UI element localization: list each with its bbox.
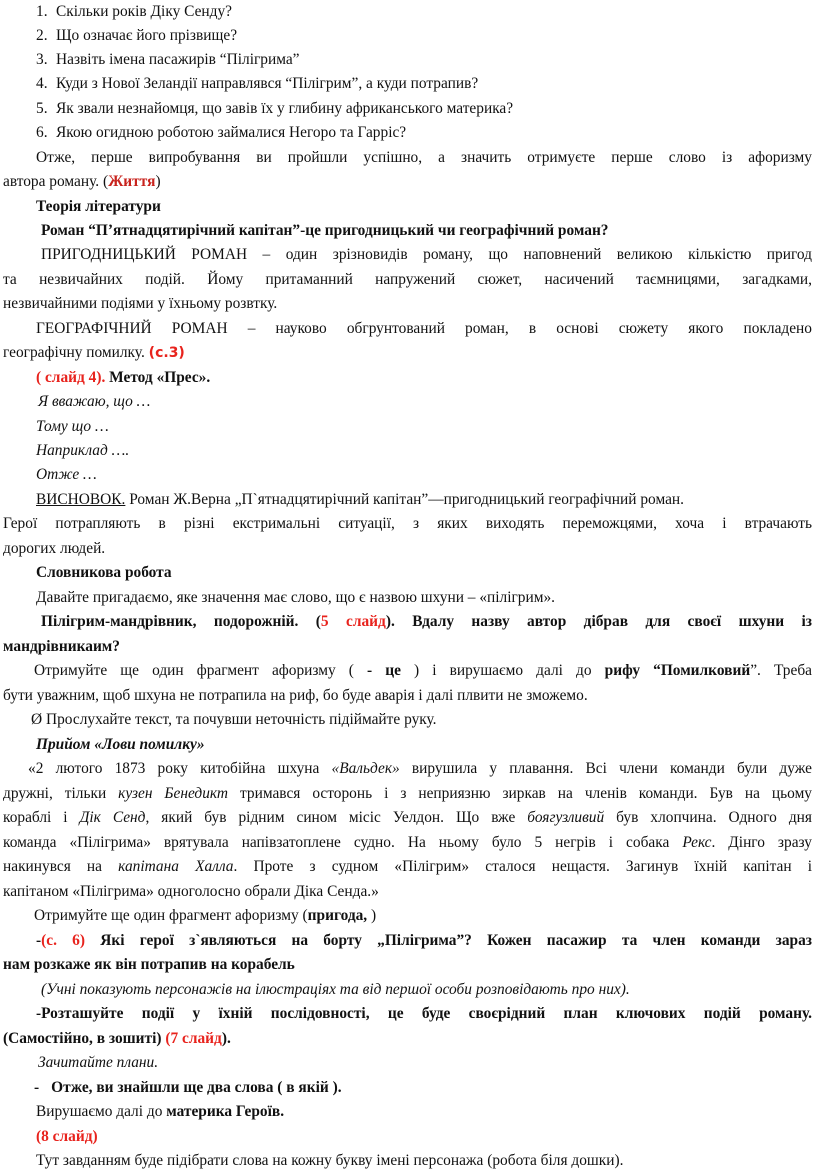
fragment-line: Отримуйте ще один фрагмент афоризму ( - це ) і вирушаємо далі до рифу “Помилковий”. Треба — [34, 662, 812, 679]
continue-line: Вирушаємо далі до материка Героїв. — [36, 1103, 285, 1120]
slide-ref: (7 слайд — [165, 1030, 222, 1047]
task-note: (Учні показують персонажів на ілюстраціях та від першої особи розповідають про них). — [41, 981, 630, 998]
conclusion-line: дорогих людей. — [3, 540, 106, 557]
read-plans: Зачитайте плани. — [38, 1054, 159, 1071]
heading-vocabulary: Словникова робота — [36, 564, 172, 581]
story-line: команда «Пілігрима» врятувала напівзатоплене судно. На ньому було 5 негрів і собака Рекс. Дінго зразу — [3, 834, 812, 851]
paragraph-first-test-end: автора роману. (Життя) — [3, 173, 161, 190]
question-item: 3. Назвіть імена пасажирів “Пілігрима” — [36, 51, 300, 68]
heading-theory: Теорія літератури — [36, 198, 161, 215]
fragment-line: Отримуйте ще один фрагмент афоризму (пригода, ) — [34, 907, 377, 924]
task-heroes-end: нам розкаже як він потрапив на корабель — [3, 956, 295, 973]
page-ref: (с.3) — [148, 345, 185, 361]
vocabulary-intro: Давайте пригадаємо, яке значення має слово, що є назвою шхуни – «пілігрим». — [36, 589, 556, 606]
adventure-definition-line: та незвичайних подій. Йому притаманний напружений сюжет, насичений таємницями, загадками, — [3, 271, 812, 288]
task-plan-end: (Самостійно, в зошиті) (7 слайд). — [3, 1030, 231, 1047]
aphorism-word: Життя — [108, 173, 156, 190]
question-item: 4. Куди з Нової Зеландії направлявся “Пілігрим”, а куди потрапив? — [36, 75, 479, 92]
slide-ref: 5 слайд — [320, 613, 386, 630]
heading-novel-question: Роман “П’ятнадцятирічний капітан”-це пригодницький чи географічний роман? — [41, 222, 609, 239]
slide-ref: (с. 6) — [41, 932, 86, 949]
task-plan: -Розташуйте події у їхній послідовності, це буде своєрідний план ключових подій роману. — [36, 1005, 812, 1022]
slide-ref: ( слайд 4). — [36, 369, 106, 386]
question-item: 2. Що означає його прізвище? — [36, 27, 238, 44]
heading-catch-mistake: Прийом «Лови помилку» — [36, 736, 205, 753]
pilgrim-definition-end: мандрівникаим? — [3, 638, 120, 655]
task-heroes: -(с. 6) Які герої з`являються на борту „Пілігрима”? Кожен пасажир та член команди зараз — [36, 932, 812, 949]
story-line: дружні, тільки кузен Бенедикт тримався осторонь і з неприязню зиркав на членів команди. Був на цьому — [3, 785, 812, 802]
found-words: - Отже, ви знайшли ще два слова ( в якій ). — [34, 1079, 342, 1096]
slide-ref: (8 слайд) — [36, 1128, 98, 1145]
conclusion-line: ВИСНОВОК. Роман Ж.Верна „П`ятнадцятирічний капітан”—пригодницький географічний роман. — [36, 491, 684, 508]
adventure-definition-line: ПРИГОДНИЦЬКИЙ РОМАН – один зрізновидів роману, що наповнений великою кількістю пригод — [41, 246, 812, 263]
bullet-icon: Ø — [31, 711, 43, 728]
geo-definition-line: географічну помилку. (с.3) — [3, 344, 185, 361]
story-line: кораблі і Дік Сенд, який був рідним сином місіс Уелдон. Що вже боягузливий був хлопчина. Одного дня — [3, 809, 812, 826]
final-task: Тут завданням буде підібрати слова на кожну букву імені персонажа (робота біля дошки). — [36, 1152, 624, 1169]
press-item: Наприклад …. — [36, 442, 130, 459]
conclusion-line: Герої потрапляють в різні екстримальні ситуації, з яких виходять переможцями, хоча і втрачають — [3, 515, 812, 532]
question-item: 1. Скільки років Діку Сенду? — [36, 3, 232, 20]
story-line: «2 лютого 1873 року китобійна шхуна «Вальдек» вирушила у плавання. Всі члени команди були дуже — [28, 760, 812, 777]
press-item: Тому що … — [36, 418, 109, 435]
press-item: Я вважаю, що … — [38, 393, 151, 410]
pilgrim-definition: Пілігрим-мандрівник, подорожній. (5 слайд). Вдалу назву автор дібрав для своєї шхуни із — [41, 613, 812, 630]
fragment-line: бути уважним, щоб шхуна не потрапила на риф, бо буде аварія і далі плвити не зможемо. — [3, 687, 588, 704]
geo-definition-line: ГЕОГРАФІЧНИЙ РОМАН – науково обгрунтований роман, в основі сюжету якого покладено — [36, 320, 812, 337]
story-line: накинувся на капітана Халла. Проте з судном «Пілігрим» сталося нещастя. Загинув їхній капітан і — [3, 858, 812, 875]
conclusion-label: ВИСНОВОК. — [36, 491, 126, 508]
listen-instruction: Ø Прослухайте текст, та почувши неточність підіймайте руку. — [31, 711, 437, 728]
press-method-heading: ( слайд 4). Метод «Прес». — [36, 369, 211, 386]
press-item: Отже … — [36, 466, 97, 483]
story-line: капітаном «Пілігрима» одноголосно обрали Діка Сенда.» — [3, 883, 379, 900]
paragraph-first-test: Отже, перше випробування ви пройшли успішно, а значить отримуєте перше слово із афоризму — [36, 149, 812, 166]
question-item: 6. Якою огидною роботою займалися Негоро та Гарріс? — [36, 124, 407, 141]
question-item: 5. Як звали незнайомця, що завів їх у глибину африканського материка? — [36, 100, 514, 117]
adventure-definition-line: незвичайними подіями у їхньому розвтку. — [3, 295, 278, 312]
